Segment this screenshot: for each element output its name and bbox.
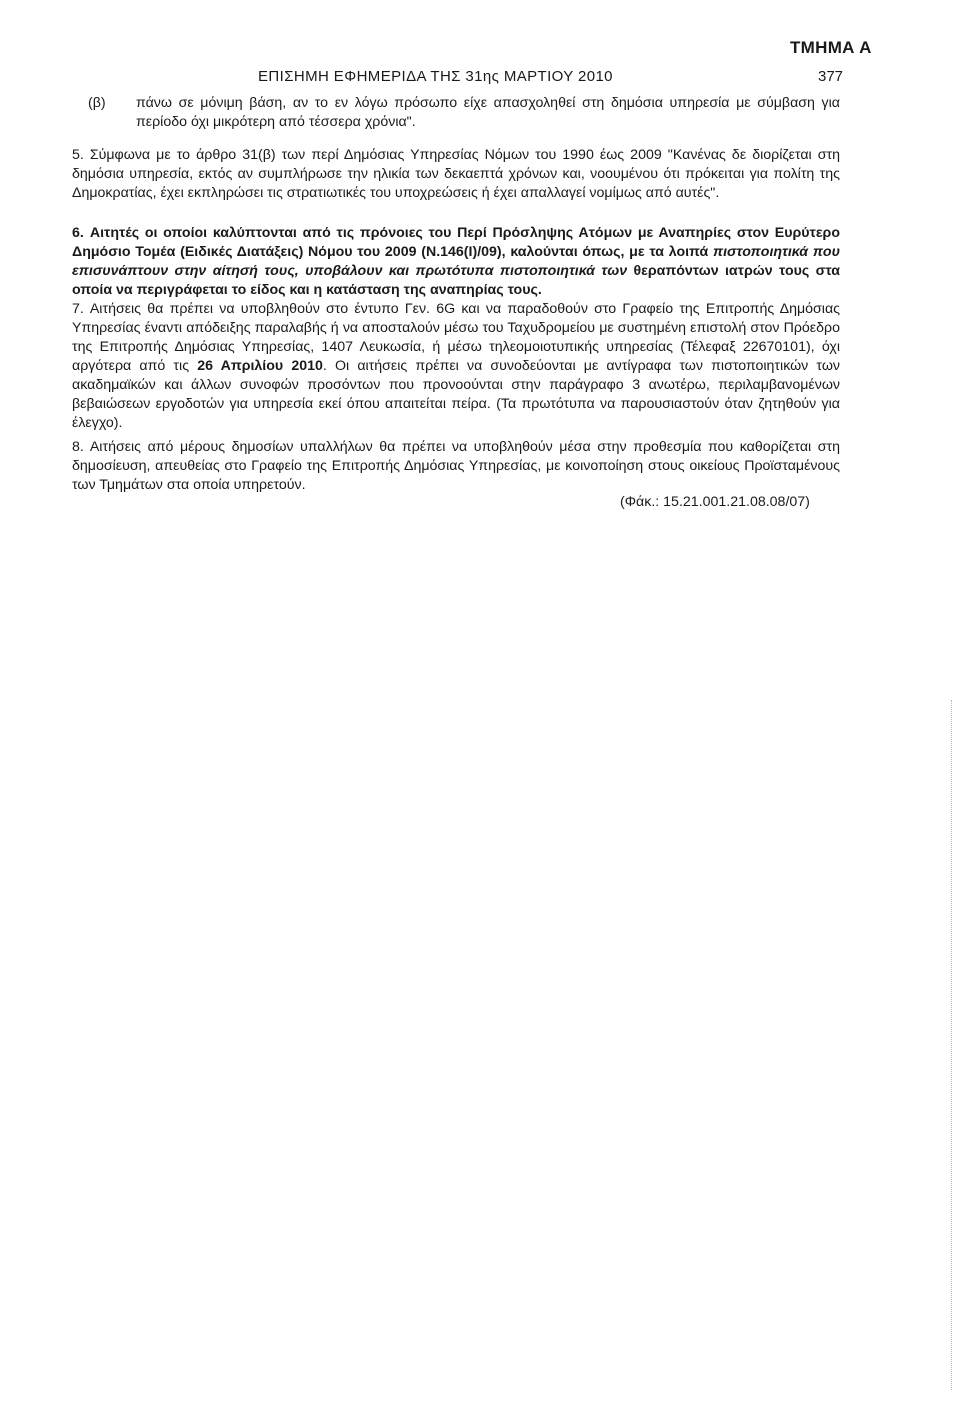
paragraph-6 xyxy=(72,224,840,300)
item-b-text: πάνω σε μόνιμη βάση, αν το εν λόγω πρόσωπο είχε απασχοληθεί στη δημόσια υπηρεσία με σύμβαση για περίοδο όχι μικρότερη από τέσσερα χρόνια". xyxy=(136,95,840,130)
scan-edge xyxy=(951,700,956,1390)
section-label: ΤΜΗΜΑ Α xyxy=(790,38,872,57)
paragraph-6-text-b: πιστοποιητικά που επισυνάπτουν στην αίτησή τους, υποβάλουν και πρωτότυπα πιστοποιητικά των xyxy=(72,244,840,279)
paragraph-7-text-end: . Οι αιτήσεις πρέπει να συνοδεύονται με αντίγραφα των πιστοποιητικών των ακαδημαϊκών και άλλων συνοφών προσόντων που προνοούνται στην παράγραφο 3 ανωτέρω, περιλαμβανομένων βεβαιώσεων εργοδοτών για υπηρεσία εκεί όπου απαιτείται πείρα. (Τα πρωτότυπα να παρουσιαστούν όταν ζητηθούν για έλεγχο). xyxy=(72,358,841,431)
paragraph-8-text: Αιτήσεις από μέρους δημοσίων υπαλλήλων θα πρέπει να υποβληθούν μέσα στην προθεσμία που καθορίζεται στη δημοσίευση, απευθείας στο Γραφείο της Επιτροπής Δημόσιας Υπηρεσίας, με κοινοποίηση στους οικείους Προϊσταμένους των Τμημάτων στα οποία υπηρετούν. xyxy=(72,439,840,493)
paragraph-6-number: 6. xyxy=(72,225,84,241)
paragraph-5-text: Σύμφωνα με το άρθρο 31(β) των περί Δημόσιας Υπηρεσίας Νόμων του 1990 έως 2009 "Κανένας δε διορίζεται στη δημόσια υπηρεσία, εκτός αν συμπλήρωσε την ηλικία των δεκαεπτά χρόνων και, νοουμένου ότι πρόκειται για πολίτη της Δημοκρατίας, έχει εκπληρώσει τις στρατιωτικές του υποχρεώσεις ή έχει απαλλαγεί νομίμως από αυτές". xyxy=(72,147,840,201)
item-b xyxy=(72,94,840,132)
paragraph-7-number: 7. xyxy=(72,301,84,317)
paragraph-8 xyxy=(72,438,840,495)
header-title: ΕΠΙΣΗΜΗ ΕΦΗΜΕΡΙΔΑ ΤΗΣ 31ης ΜΑΡΤΙΟΥ 2010 xyxy=(258,68,613,85)
item-b-label: (β) xyxy=(88,95,106,111)
file-reference: (Φάκ.: 15.21.001.21.08.08/07) xyxy=(620,494,810,510)
paragraph-6-text-a: Αιτητές οι οποίοι καλύπτονται από τις πρόνοιες του Περί Πρόσληψης Ατόμων με Αναπηρίες στον Ευρύτερο Δημόσιο Τομέα (Ειδικές Διατάξεις) Νόμου του 2009 (Ν.146(Ι)/09), καλούνται όπως, με τα λοιπά xyxy=(72,225,840,260)
page-number: 377 xyxy=(818,68,844,85)
paragraph-5-number: 5. xyxy=(72,147,84,163)
paragraph-6-text-c: θεραπόντων ιατρών τους στα οποία να περιγράφεται το είδος και η κατάσταση της αναπηρίας τους. xyxy=(72,263,840,298)
paragraph-7-deadline: 26 Απριλίου 2010 xyxy=(197,358,323,374)
paragraph-7 xyxy=(72,300,840,433)
paragraph-5 xyxy=(72,146,840,203)
paragraph-8-number: 8. xyxy=(72,439,84,455)
paragraph-7-text: Αιτήσεις θα πρέπει να υποβληθούν στο έντυπο Γεν. 6G και να παραδοθούν στο Γραφείο της Επιτροπής Δημόσιας Υπηρεσίας έναντι απόδειξης παραλαβής ή να αποσταλούν μέσω του Ταχυδρομείου με συστημένη επιστολή στον Πρόεδρο της Επιτροπής Δημόσιας Υπηρεσίας, 1407 Λευκωσία, ή μέσω τηλεομοιοτυπικής υπηρεσίας (Τέλεφαξ 22670101), όχι αργότερα από τις xyxy=(72,301,840,374)
